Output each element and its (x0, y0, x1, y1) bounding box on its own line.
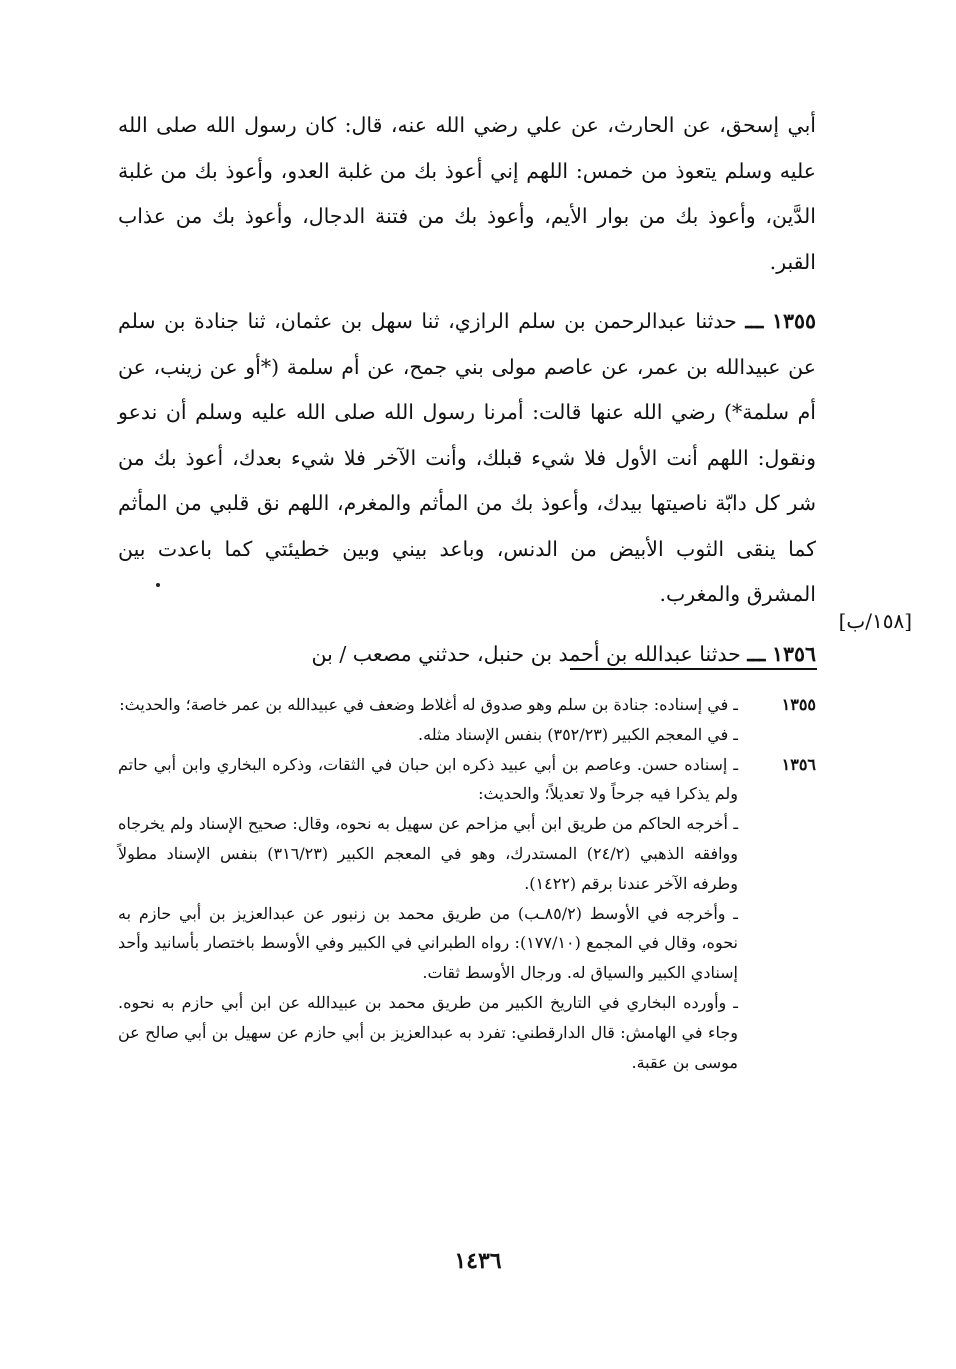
hadith-1355 (118, 299, 816, 618)
stray-dot (156, 583, 160, 587)
footnote-line: ـ في إسناده: جنادة بن سلم وهو صدوق له أغلاط وضعف في عبيدالله بن عمر خاصة؛ والحديث: (119, 695, 738, 714)
footnote-number: ١٣٥٦ (781, 754, 816, 774)
hadith-number: ١٣٥٥ (771, 309, 816, 333)
footnote-line: ـ وأخرجه في الأوسط (٨٥/٢ـب) من طريق محمد بن زنبور عن عبدالعزيز بن أبي حازم به نحوه، وقال في المجمع (١٧٧/١٠): رواه الطبراني في الكبير وفي الأوسط باختصار بأسانيد وأحد إسنادي الكبير والسياق له. ورجال الأوسط ثقات. (118, 903, 739, 983)
footnote-1355 (118, 690, 816, 750)
paragraph-continuation: أبي إسحق، عن الحارث، عن علي رضي الله عنه، قال: كان رسول الله صلى الله عليه وسلم يتعوذ من خمس: اللهم إني أعوذ بك من غلبة العدو، وأعوذ بك من غلبة الدَّين، وأعوذ بك من بوار الأيم، وأعوذ بك من فتنة الدجال، وأعوذ بك من عذاب القبر. (118, 113, 816, 274)
footnote-body (118, 750, 738, 1078)
footnote-line: ـ في المعجم الكبير (٣٥٢/٢٣) بنفس الإسناد مثله. (418, 724, 738, 744)
hadith-dash: ـــ (747, 641, 766, 666)
footnote-line: ـ أخرجه الحاكم من طريق ابن أبي مزاحم عن سهيل به نحوه، وقال: صحيح الإسناد ولم يخرجاه ووافقه الذهبي (٢٤/٢) المستدرك، وهو في المعجم الكبير (٣١٦/٢٣) بنفس الإسناد مطولاً وطرفه الآخر عندنا برقم (١٤٢٢). (118, 814, 739, 893)
hadith-text: حدثنا عبدالله بن أحمد بن حنبل، حدثني مصعب / بن (311, 641, 741, 666)
margin-folio-reference: [١٥٨/ب] (838, 609, 912, 633)
footnote-1356 (118, 750, 816, 1078)
paragraph-gap (118, 285, 816, 299)
footnote-body (118, 690, 738, 750)
paragraph-gap (118, 618, 816, 632)
hadith-dash: ـــ (745, 309, 764, 333)
footnote-line: ـ وأورده البخاري في التاريخ الكبير من طريق محمد بن عبيدالله عن ابن أبي حازم به نحوه. وجاء في الهامش: قال الدارقطني: تفرد به عبدالعزيز بن أبي حازم عن سهيل بن أبي صالح عن موسى بن عقبة. (118, 992, 738, 1072)
hadith-1356 (118, 632, 816, 678)
footnotes (118, 690, 816, 1077)
footnote-separator (570, 668, 817, 670)
hadith-number: ١٣٥٦ (771, 641, 816, 666)
page-number: ١٤٣٦ (454, 1248, 502, 1274)
footnote-line: ـ إسناده حسن. وعاصم بن أبي عبيد ذكره ابن حبان في الثقات، وذكره البخاري وابن أبي حاتم ولم يذكرا فيه جرحاً ولا تعديلاً؛ والحديث: (118, 754, 738, 804)
main-text (118, 103, 816, 677)
footnote-number: ١٣٥٥ (781, 695, 816, 714)
hadith-text: حدثنا عبدالرحمن بن سلم الرازي، ثنا سهل بن عثمان، ثنا جنادة بن سلم عن عبيدالله بن عمر، عن عاصم مولى بني جمح، عن أم سلمة (*أو عن زينب، عن أم سلمة*) رضي الله عنها قالت: أمرنا رسول الله صلى الله عليه وسلم أن ندعو ونقول: اللهم أنت الأول فلا شيء قبلك، وأنت الآخر فلا شيء بعدك، أعوذ بك من شر كل دابّة ناصيتها بيدك، وأعوذ بك من المأثم والمغرم، اللهم نق قلبي من المأثم كما ينقى الثوب الأبيض من الدنس، وباعد بيني وبين خطيئتي كما باعدت بين المشرق والمغرب. (118, 309, 816, 606)
